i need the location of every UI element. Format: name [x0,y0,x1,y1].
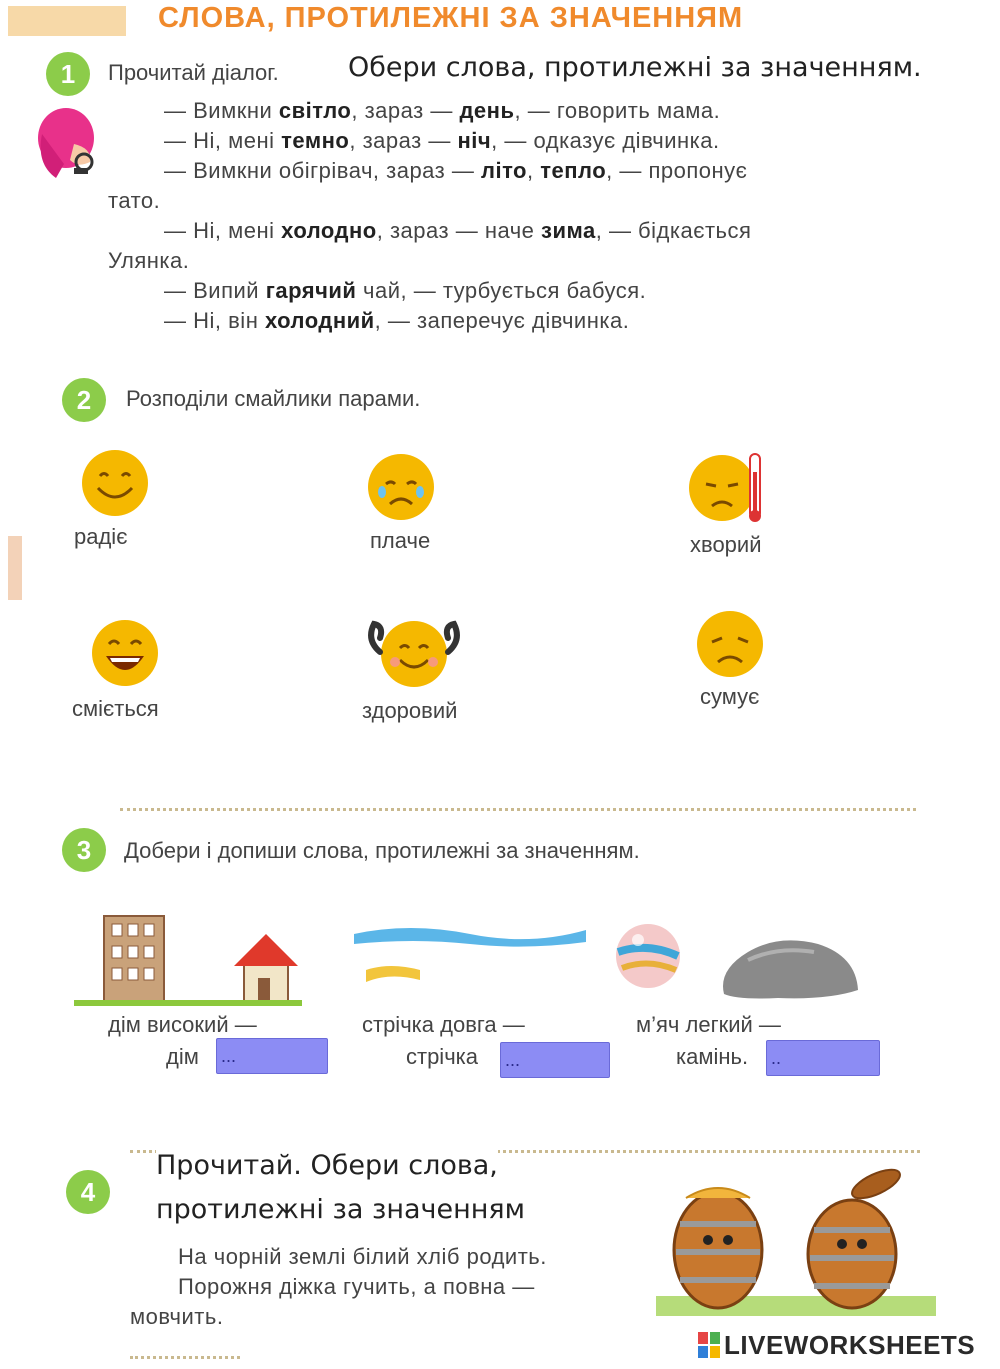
sick-smiley-icon[interactable] [688,452,768,524]
dialogue-keyword[interactable]: холодно [281,218,377,243]
exercise-1-badge: 1 [46,52,90,96]
ex3-item3-line2: камінь. [676,1044,749,1069]
dialogue-text-segment: , зараз — наче [376,218,542,243]
dialogue-text-segment: , — одказує дівчинка. [491,128,720,153]
exercise-4-badge: 4 [66,1170,110,1214]
proverb-line1: На чорній землі білий хліб родить. [178,1244,547,1269]
dialogue-text-segment: , [527,158,541,183]
stone-illustration [718,930,862,1002]
dialogue-text-segment: — Ні, мені [164,128,282,153]
strong-smiley-icon[interactable] [362,616,466,690]
crying-smiley-icon[interactable] [366,452,436,524]
exercise-4-overlay-line1: Прочитай. Обери слова, [156,1150,498,1181]
section-divider [130,1356,240,1359]
dialogue-keyword[interactable]: літо [480,158,527,183]
smiley-label-radiye: радіє [74,524,128,549]
ex3-item1-line2: дім [166,1044,199,1069]
dialogue-text-segment: Улянка. [108,248,190,273]
liveworksheets-logo[interactable]: LIVEWORKSHEETS [724,1330,976,1360]
dialogue-keyword[interactable]: тепло [540,158,607,183]
exercise-1-instruction: Прочитай діалог. [108,60,279,85]
dialogue-keyword[interactable]: ніч [457,128,492,153]
liveworksheets-logo-icon [698,1332,722,1360]
dialogue-text-segment: — Ні, він [164,308,265,333]
laughing-smiley-icon[interactable] [90,618,160,688]
smiley-label-smiyetsia: сміється [72,696,159,721]
happy-smiley-icon[interactable] [80,448,150,518]
exercise-2-badge: 2 [62,378,106,422]
houses-illustration [74,912,302,1008]
dialogue-keyword[interactable]: світло [278,98,352,123]
dialogue-line [164,278,646,304]
ball-illustration [612,922,686,992]
dialogue-text-segment: , — говорить мама. [514,98,721,123]
ex3-item2-line1: стрічка довга — [362,1012,525,1037]
answer-input-ribbon[interactable]: ... [500,1042,610,1078]
dialogue-line [164,158,747,184]
side-tab [8,536,22,600]
dialogue-line [164,98,720,124]
ex3-item1-line1: дім високий — [108,1012,257,1037]
smiley-label-zdorovyi: здоровий [362,698,458,723]
dialogue-line [108,188,160,214]
exercise-1-overlay-instruction: Обери слова, протилежні за значенням. [348,52,922,83]
dialogue-text-segment: , зараз — [349,128,458,153]
barrels-illustration [656,1168,936,1316]
smiley-label-khvoryi: хворий [690,532,762,557]
answer-input-house[interactable]: ... [216,1038,328,1074]
proverb-line2: Порожня діжка гучить, а повна — [178,1274,535,1299]
dialogue-keyword[interactable]: холодний [264,308,375,333]
dialogue-line [108,248,189,274]
dialogue-text-segment: — Вимкни [164,98,279,123]
ex3-item2-line2: стрічка [406,1044,479,1069]
proverb-line3: мовчить. [130,1304,224,1329]
dialogue-text-segment: , — заперечує дівчинка. [374,308,630,333]
page-title: СЛОВА, ПРОТИЛЕЖНІ ЗА ЗНАЧЕННЯМ [158,2,744,34]
exercise-2-instruction: Розподіли смайлики парами. [126,386,421,411]
dialogue-text-segment: — Вимкни обігрівач, зараз — [164,158,481,183]
dialogue-line [164,218,751,244]
smiley-label-sumuye: сумує [700,684,760,709]
ex3-item3-line1: м’яч легкий — [636,1012,781,1037]
dialogue-line [164,128,720,154]
exercise-4-overlay-line2: протилежні за значенням [156,1194,526,1225]
girl-head-icon [34,104,104,182]
title-highlight [8,6,126,36]
dialogue-text-segment: , — бідкається [595,218,752,243]
dialogue-text-segment: тато. [108,188,161,213]
dialogue-keyword[interactable]: зима [541,218,596,243]
dialogue-text-segment: — Ні, мені [164,218,282,243]
dialogue-keyword[interactable]: день [459,98,515,123]
exercise-3-badge: 3 [62,828,106,872]
answer-input-stone[interactable]: .. [766,1040,880,1076]
ribbons-illustration [350,920,590,990]
dialogue-text-segment: , — пропонує [606,158,748,183]
sad-smiley-icon[interactable] [694,608,766,680]
dialogue-text-segment: чай, — турбується бабуся. [356,278,647,303]
dialogue-text-segment: — Випий [164,278,266,303]
dialogue-keyword[interactable]: гарячий [265,278,357,303]
dialogue-text-segment: , зараз — [351,98,460,123]
exercise-3-instruction: Добери і допиши слова, протилежні за значенням. [124,838,640,863]
dialogue-line [164,308,629,334]
section-divider [120,808,916,811]
dialogue-keyword[interactable]: темно [281,128,350,153]
smiley-label-plache: плаче [370,528,431,553]
